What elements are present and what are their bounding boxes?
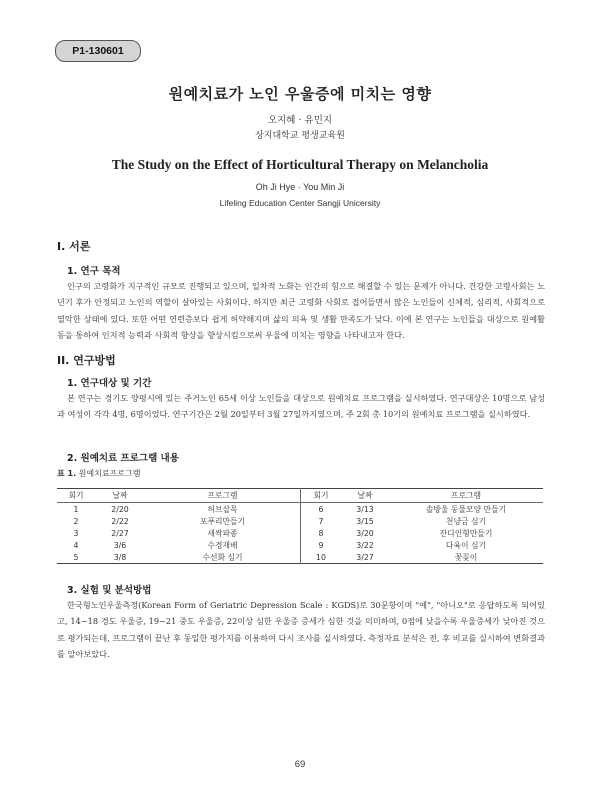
cell-session: 10: [301, 551, 342, 564]
table-header-row: [57, 489, 543, 503]
table-row: [57, 527, 543, 539]
authors-english: Oh Ji Hye · You Min Ji: [255, 182, 345, 192]
section-heading-method: II. 연구방법: [57, 354, 116, 367]
header-session: 회기: [57, 489, 95, 503]
cell-program: 허브삽목: [207, 504, 238, 514]
subsection-heading-purpose: 1. 연구 목적: [67, 266, 121, 277]
paragraph-analysis: 한국형노인우울측정(Korean Form of Geriatric Depression Scale : KGDS)로 30문항이며 "예", "아니오"로 응답하도록 되어있고, 14~18 경도 우울증, 19~21 중도 우울증, 22이상 심한 우울증 증세가 심한 것을 의미하며, 0점에 낮을수록 우울증세가 낮아진 것으로 평가되는데, 프로그램이 끝난 후 동일한 평가지를 이용하여 다시 조사를 실시하였다. 측정자료 분석은 전, 후 비교를 실시하여 변화결과를 알아보았다.: [57, 600, 545, 659]
paper-title-korean: 원예치료가 노인 우울증에 미치는 영향: [168, 85, 432, 103]
cell-program: 꽃꽂이: [454, 552, 478, 562]
table-row: [57, 539, 543, 551]
cell-program: 새싹파종: [207, 528, 238, 538]
cell-date: 3/15: [356, 516, 374, 526]
cell-program: 잔디인형만들기: [439, 528, 493, 538]
header-date: 날짜: [95, 489, 145, 503]
cell-session: 9: [301, 539, 342, 551]
table-caption-text: 원예치료프로그램: [78, 469, 141, 478]
cell-date: 2/27: [111, 528, 129, 538]
page-id-badge: P1-130601: [55, 40, 141, 62]
cell-date: 3/20: [356, 528, 374, 538]
paragraph-purpose: 인구의 고령화가 지구적인 규모로 진행되고 있으며, 일차적 노화는 인간의 힘으로 해결할 수 있는 문제가 아니다. 건강한 고령사회는 노년기 후가 안정되고 노인의 역할이 살아있는 사회이다. 하지만 최근 고령화 사회로 접어들면서 많은 노인들이 신체적, 심리적, 사회적으로 열악한 상태에 있다. 또한 어떤 연련층보다 쉽게 허약해지며 삶의 의욕 및 생활 만족도가 낮다. 이에 본 연구는 노인들을 대상으로 원예활동을 통하여 인지적 능력과 사회적 향상을 향상시킴으로써 우울에 미치는 영향을 나타내고자 한다.: [57, 281, 545, 340]
table-row: [57, 551, 543, 564]
cell-date: 2/22: [111, 516, 129, 526]
paragraph-subjects: 본 연구는 경기도 양평시에 있는 주거노인 65세 이상 노인들을 대상으로 원예치료 프로그램을 실시하였다. 연구대상은 10명으로 남성과 여성이 각각 4명, 6명이었다. 연구기간은 2월 20일부터 3월 27일까지였으며, 주 2회 총 10기의 원예치료 프로그램을 실시하였다.: [57, 393, 545, 420]
cell-program: 솔방울 동물모양 만들기: [425, 504, 507, 514]
program-table: [57, 488, 543, 564]
cell-date: 3/8: [113, 552, 127, 562]
cell-date: 3/27: [356, 552, 374, 562]
cell-program: 천냥금 심기: [445, 516, 487, 526]
table-caption: [57, 468, 141, 479]
table-row: [57, 503, 543, 516]
cell-session: 3: [73, 528, 79, 538]
cell-program: 수선화 심기: [202, 552, 243, 562]
header-program-2: 프로그램: [389, 489, 543, 503]
table-caption-label: 표 1.: [57, 469, 77, 478]
header-program: 프로그램: [145, 489, 301, 503]
section-heading-introduction: I. 서론: [57, 240, 91, 253]
cell-date: 3/13: [356, 504, 374, 514]
cell-date: 3/6: [113, 540, 127, 550]
paper-title-english: The Study on the Effect of Horticultural Therapy on Melancholia: [111, 157, 489, 172]
header-date-2: 날짜: [341, 489, 389, 503]
subsection-heading-analysis: 3. 실험 및 분석방법: [67, 585, 152, 596]
cell-session: 7: [301, 515, 342, 527]
authors-korean: 오지혜 · 유민지: [267, 115, 333, 126]
cell-session: 2: [73, 516, 79, 526]
cell-date: 2/20: [111, 504, 129, 514]
header-session-2: 회기: [301, 489, 342, 503]
cell-session: 8: [301, 527, 342, 539]
subsection-heading-program: 2. 원예치료 프로그램 내용: [67, 453, 179, 464]
affiliation-english: Lifeling Education Center Sangji Unicersity: [219, 198, 381, 208]
cell-program: 수경재배: [207, 540, 238, 550]
page-number: 69: [294, 759, 306, 770]
affiliation-korean: 상지대학교 평생교육원: [255, 131, 345, 141]
cell-session: 4: [73, 540, 79, 550]
cell-program: 다육이 심기: [445, 540, 487, 550]
cell-session: 1: [73, 504, 79, 514]
cell-date: 3/22: [356, 540, 374, 550]
subsection-heading-subjects: 1. 연구대상 및 기간: [67, 378, 152, 389]
table-row: [57, 515, 543, 527]
cell-session: 6: [301, 503, 342, 516]
cell-program: 포푸리만들기: [199, 516, 246, 526]
cell-session: 5: [73, 552, 79, 562]
